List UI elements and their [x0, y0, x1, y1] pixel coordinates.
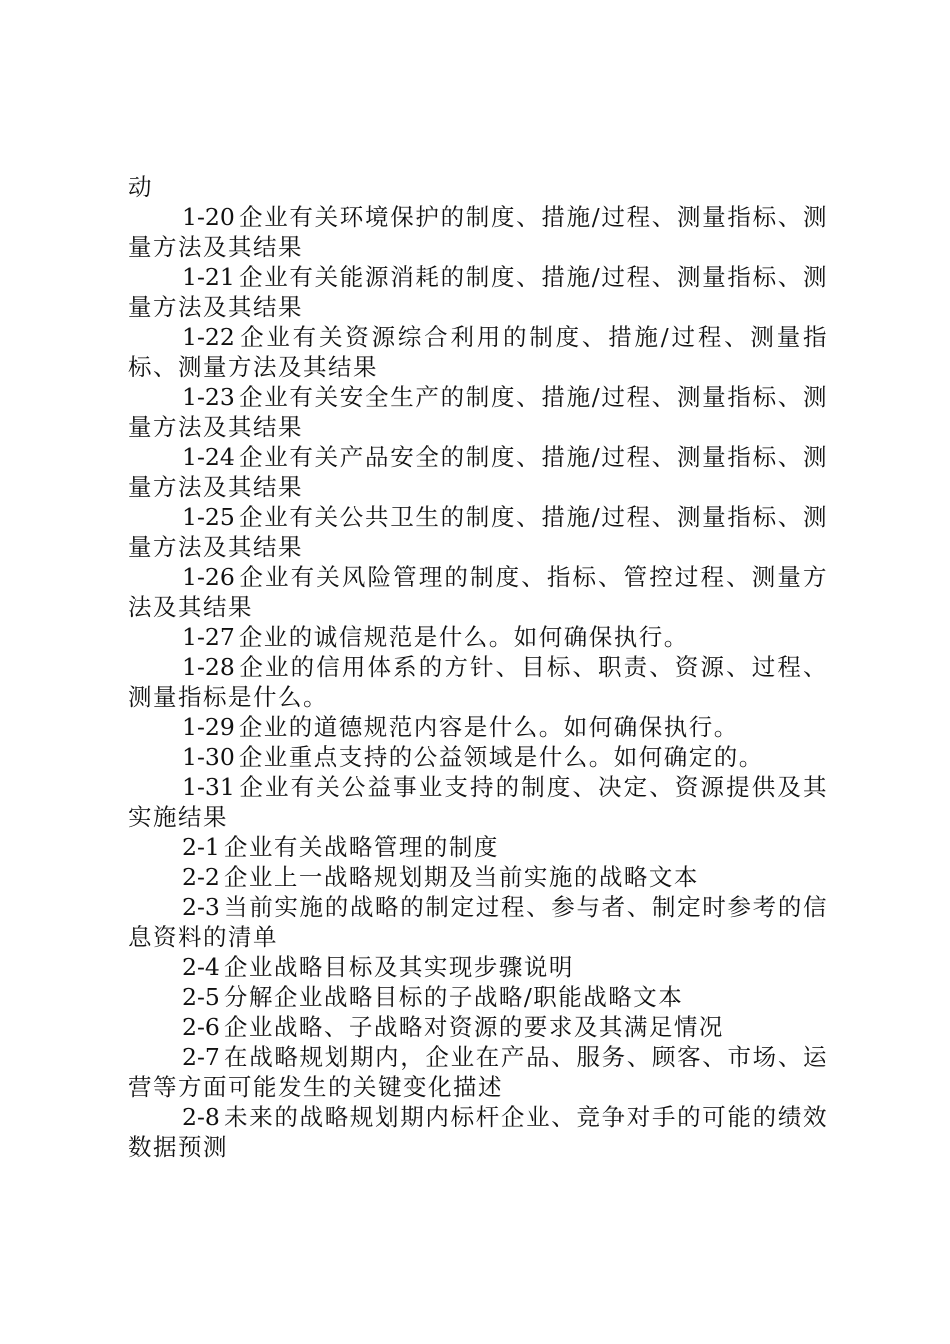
item-text: 企业有关能源消耗的制度、措施/过程、测量指标、测量方法及其结果 [128, 263, 828, 321]
item-code: 1-26 [182, 563, 235, 591]
item-code: 2-2 [182, 863, 220, 891]
list-item [128, 382, 828, 442]
item-code: 1-22 [182, 323, 235, 351]
item-text: 企业有关安全生产的制度、措施/过程、测量指标、测量方法及其结果 [128, 383, 828, 441]
list-item [128, 892, 828, 952]
item-text: 企业的道德规范内容是什么。如何确保执行。 [238, 713, 739, 741]
item-text: 企业有关公共卫生的制度、措施/过程、测量指标、测量方法及其结果 [128, 503, 828, 561]
list-item [128, 1102, 828, 1162]
item-text: 企业重点支持的公益领域是什么。如何确定的。 [238, 743, 764, 771]
list-item [128, 1012, 828, 1042]
list-item [128, 862, 828, 892]
list-item [128, 712, 828, 742]
item-code: 1-24 [182, 443, 235, 471]
item-code: 1-30 [182, 743, 235, 771]
list-item [128, 622, 828, 652]
item-text: 企业的诚信规范是什么。如何确保执行。 [238, 623, 689, 651]
item-code: 2-1 [182, 833, 220, 861]
item-text: 企业战略目标及其实现步骤说明 [223, 953, 574, 981]
list-item [128, 1042, 828, 1102]
item-code: 2-4 [182, 953, 220, 981]
list-item [128, 952, 828, 982]
document-body [128, 172, 828, 1162]
item-code: 2-5 [182, 983, 220, 1011]
item-code: 2-7 [182, 1043, 220, 1071]
item-code: 1-23 [182, 383, 235, 411]
item-text: 企业有关战略管理的制度 [223, 833, 499, 861]
item-code: 1-31 [182, 773, 235, 801]
item-text: 企业有关公益事业支持的制度、决定、资源提供及其实施结果 [128, 773, 828, 831]
item-code: 1-28 [182, 653, 235, 681]
item-text: 当前实施的战略的制定过程、参与者、制定时参考的信息资料的清单 [128, 893, 828, 951]
item-text: 企业有关环境保护的制度、措施/过程、测量指标、测量方法及其结果 [128, 203, 828, 261]
item-text: 在战略规划期内，企业在产品、服务、顾客、市场、运营等方面可能发生的关键变化描述 [128, 1043, 828, 1101]
list-item [128, 742, 828, 772]
item-text: 企业有关资源综合利用的制度、措施/过程、测量指标、测量方法及其结果 [128, 323, 828, 381]
list-item [128, 832, 828, 862]
item-text: 企业有关产品安全的制度、措施/过程、测量指标、测量方法及其结果 [128, 443, 828, 501]
item-code: 1-29 [182, 713, 235, 741]
item-code: 2-8 [182, 1103, 220, 1131]
list-item [128, 262, 828, 322]
list-item [128, 322, 828, 382]
list-item [128, 502, 828, 562]
list-item [128, 442, 828, 502]
item-code: 2-6 [182, 1013, 220, 1041]
item-text: 企业上一战略规划期及当前实施的战略文本 [223, 863, 699, 891]
item-code: 1-21 [182, 263, 235, 291]
item-text: 分解企业战略目标的子战略/职能战略文本 [223, 983, 684, 1011]
list-item [128, 562, 828, 622]
item-code: 1-27 [182, 623, 235, 651]
item-code: 1-25 [182, 503, 235, 531]
item-text: 企业战略、子战略对资源的要求及其满足情况 [223, 1013, 724, 1041]
item-text: 企业的信用体系的方针、目标、职责、资源、过程、测量指标是什么。 [128, 653, 828, 711]
list-item [128, 202, 828, 262]
continuation-text: 动 [128, 173, 153, 201]
item-text: 未来的战略规划期内标杆企业、竞争对手的可能的绩效数据预测 [128, 1103, 828, 1161]
item-text: 企业有关风险管理的制度、指标、管控过程、测量方法及其结果 [128, 563, 828, 621]
item-code: 2-3 [182, 893, 220, 921]
item-code: 1-20 [182, 203, 235, 231]
list-item [128, 652, 828, 712]
list-item [128, 772, 828, 832]
list-item [128, 982, 828, 1012]
